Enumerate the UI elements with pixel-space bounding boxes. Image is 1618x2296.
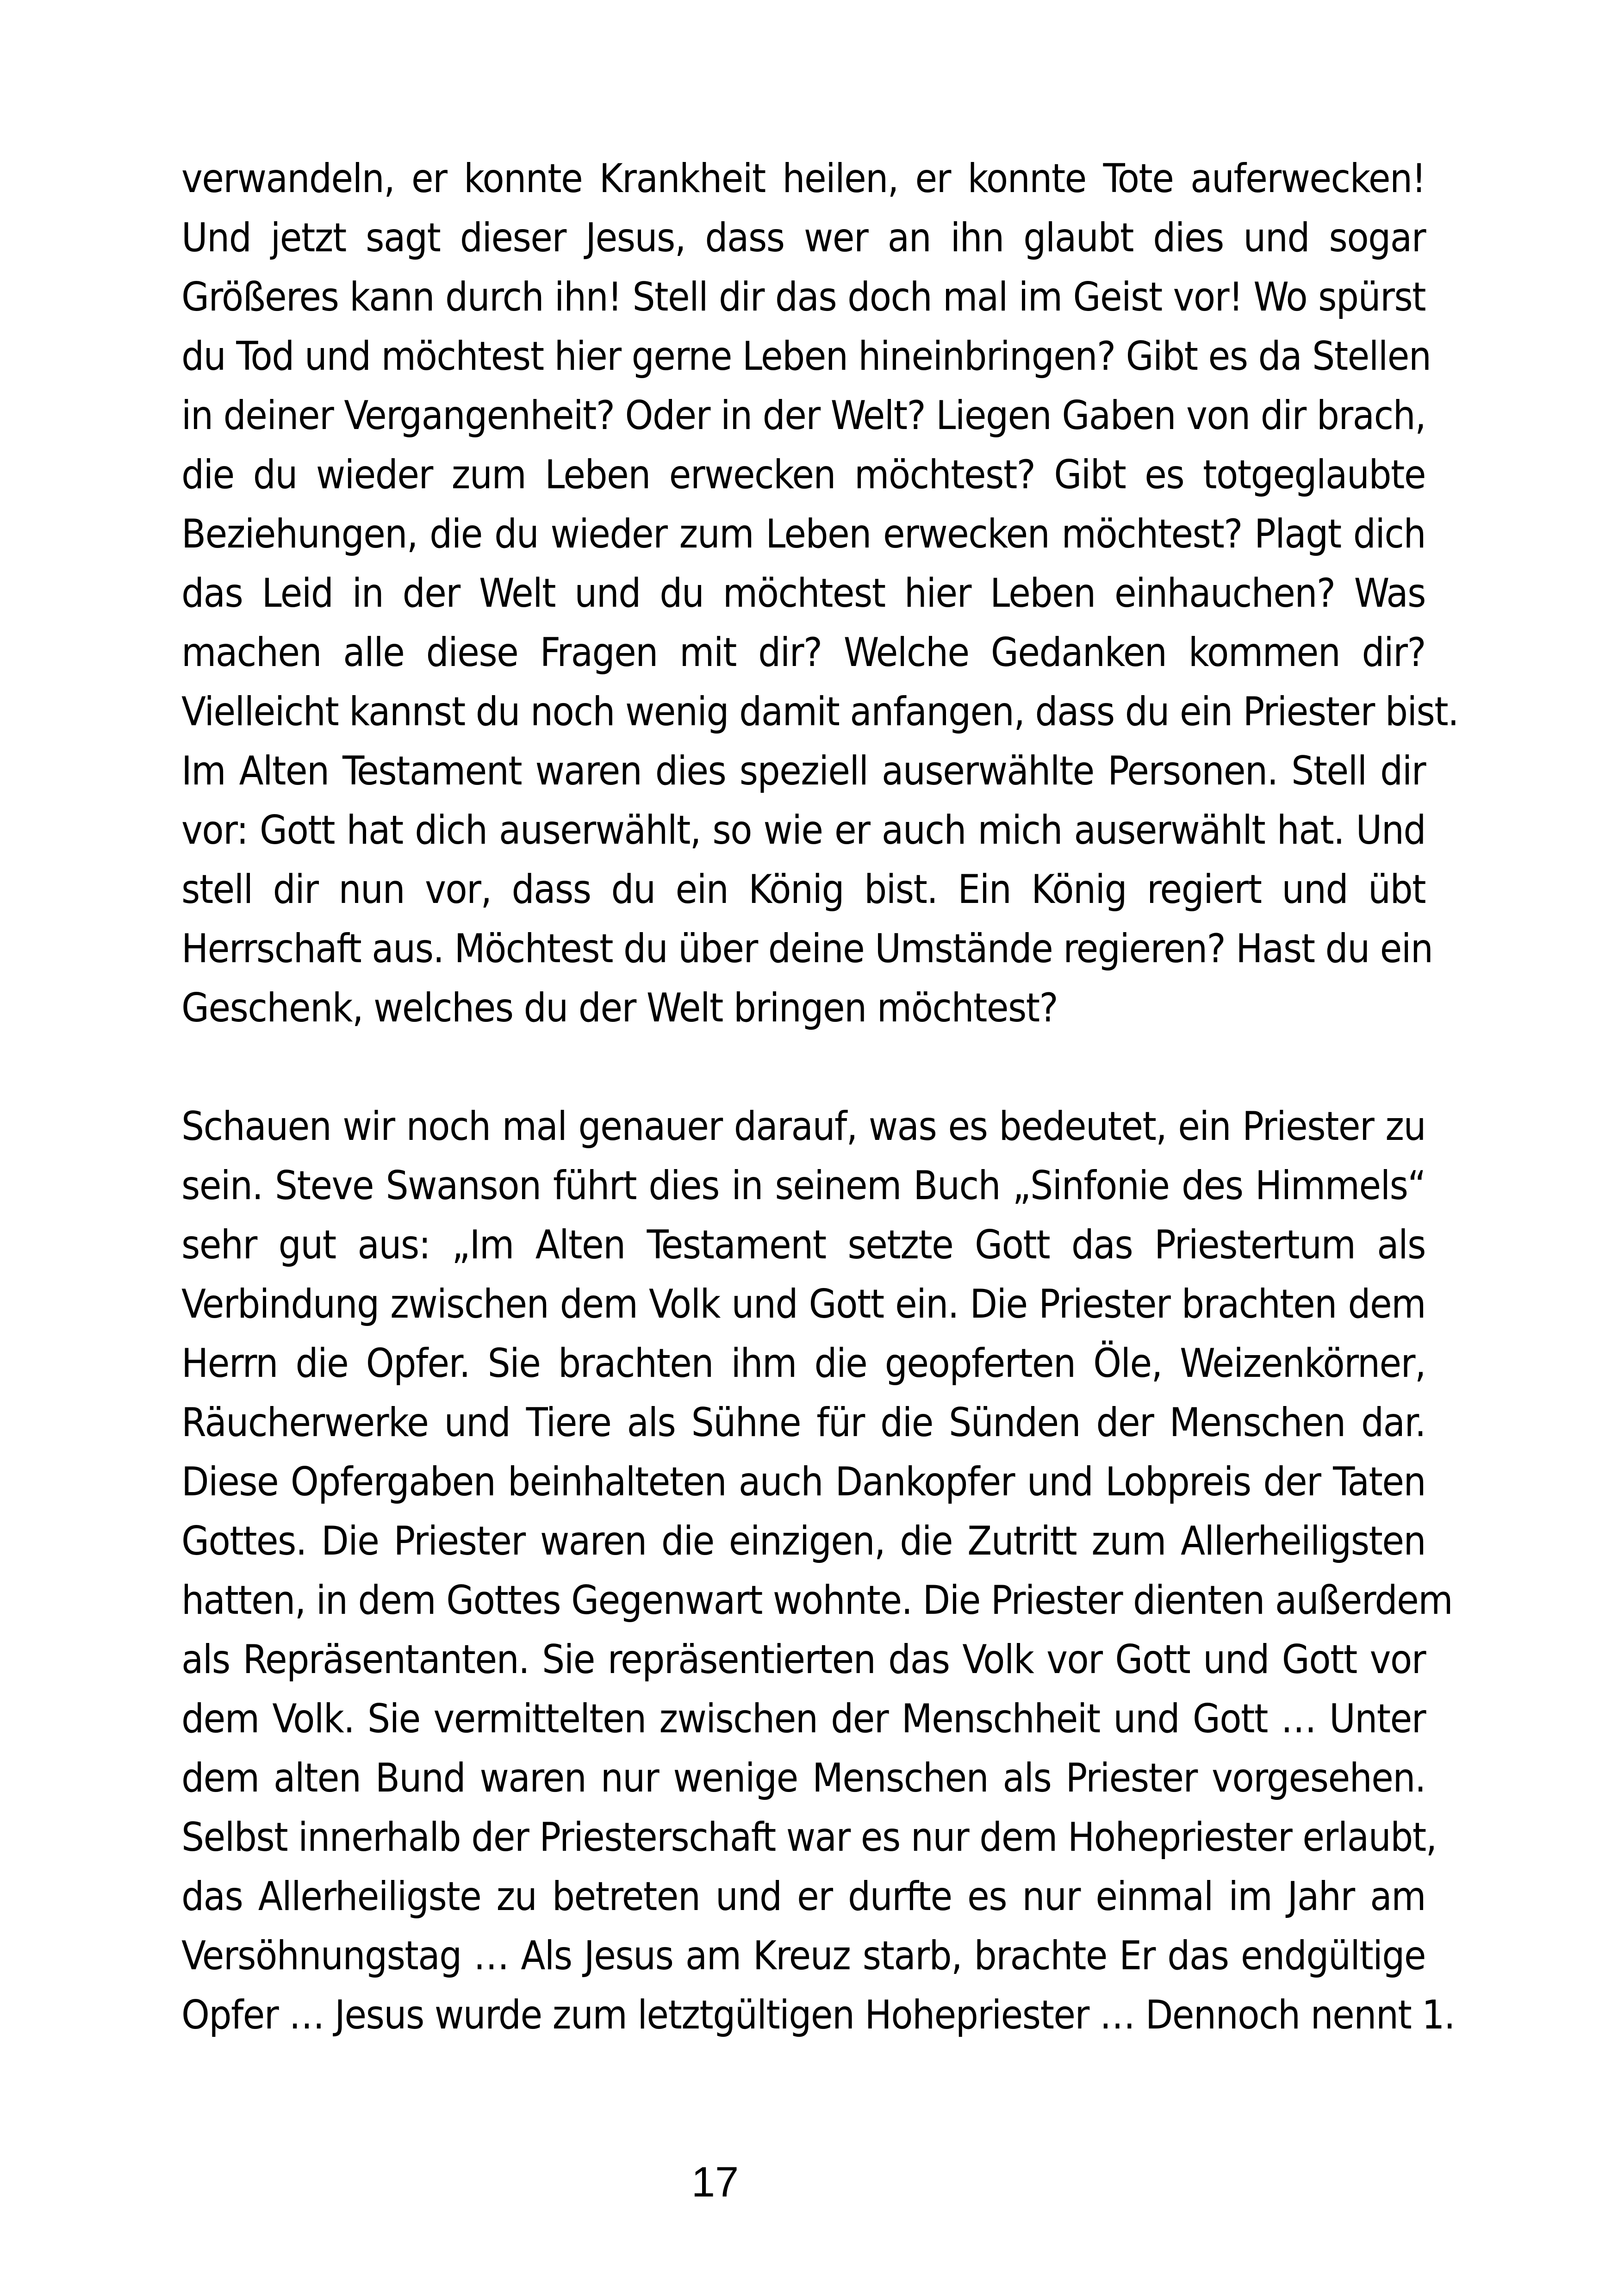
text-line: Versöhnungstag … Als Jesus am Kreuz starb, brachte Er das endgültige [181, 1933, 1425, 1979]
text-line: sehr gut aus: „Im Alten Testament setzte Gott das Priestertum als [181, 1222, 1425, 1268]
text-line: stell dir nun vor, dass du ein König bist. Ein König regiert und übt [181, 866, 1425, 913]
text-line: Im Alten Testament waren dies speziell auserwählte Personen. Stell dir [181, 748, 1425, 794]
text-line: als Repräsentanten. Sie repräsentierten das Volk vor Gott und Gott vor [181, 1636, 1425, 1683]
paragraph-2 [181, 1097, 1455, 2045]
text-line: Herrschaft aus. Möchtest du über deine Umstände regieren? Hast du ein [181, 926, 1433, 972]
text-line: Herrn die Opfer. Sie brachten ihm die geopferten Öle, Weizenkörner, [181, 1340, 1425, 1387]
text-line: das Leid in der Welt und du möchtest hier Leben einhauchen? Was [181, 570, 1425, 616]
text-line: machen alle diese Fragen mit dir? Welche Gedanken kommen dir? [181, 629, 1425, 676]
text-line: Und jetzt sagt dieser Jesus, dass wer an ihn glaubt dies und sogar [181, 215, 1425, 261]
text-line: Beziehungen, die du wieder zum Leben erwecken möchtest? Plagt dich [181, 511, 1425, 557]
text-line: sein. Steve Swanson führt dies in seinem Buch „Sinfonie des Himmels“ [181, 1163, 1425, 1209]
text-line: Opfer … Jesus wurde zum letztgültigen Hohepriester … Dennoch nennt 1. [181, 1992, 1455, 2038]
text-line: Schauen wir noch mal genauer darauf, was es bedeutet, ein Priester zu [181, 1103, 1425, 1150]
text-line: das Allerheiligste zu betreten und er durfte es nur einmal im Jahr am [181, 1873, 1425, 1920]
page-number: 17 [691, 2159, 739, 2206]
text-line: Selbst innerhalb der Priesterschaft war es nur dem Hohepriester erlaubt, [181, 1814, 1437, 1860]
text-line: Verbindung zwischen dem Volk und Gott ein. Die Priester brachten dem [181, 1281, 1425, 1327]
text-line: Vielleicht kannst du noch wenig damit anfangen, dass du ein Priester bist. [181, 689, 1459, 735]
text-line: dem Volk. Sie vermittelten zwischen der Menschheit und Gott … Unter [181, 1696, 1425, 1742]
text-line: Größeres kann durch ihn! Stell dir das doch mal im Geist vor! Wo spürst [181, 274, 1425, 320]
text-line: Diese Opfergaben beinhalteten auch Dankopfer und Lobpreis der Taten [181, 1459, 1425, 1505]
text-line: du Tod und möchtest hier gerne Leben hineinbringen? Gibt es da Stellen [181, 333, 1431, 380]
text-line: Geschenk, welches du der Welt bringen möchtest? [181, 985, 1058, 1031]
text-line: hatten, in dem Gottes Gegenwart wohnte. Die Priester dienten außerdem [181, 1577, 1453, 1624]
text-line: Räucherwerke und Tiere als Sühne für die Sünden der Menschen dar. [181, 1400, 1425, 1446]
text-line: Gottes. Die Priester waren die einzigen, die Zutritt zum Allerheiligsten [181, 1518, 1425, 1564]
text-line: verwandeln, er konnte Krankheit heilen, er konnte Tote auferwecken! [181, 156, 1425, 202]
text-line: in deiner Vergangenheit? Oder in der Welt? Liegen Gaben von dir brach, [181, 392, 1426, 439]
paragraph-1 [181, 149, 1459, 1038]
text-line: die du wieder zum Leben erwecken möchtest? Gibt es totgeglaubte [181, 452, 1425, 498]
text-line: dem alten Bund waren nur wenige Menschen als Priester vorgesehen. [181, 1755, 1425, 1801]
text-line: vor: Gott hat dich auserwählt, so wie er auch mich auserwählt hat. Und [181, 807, 1425, 853]
